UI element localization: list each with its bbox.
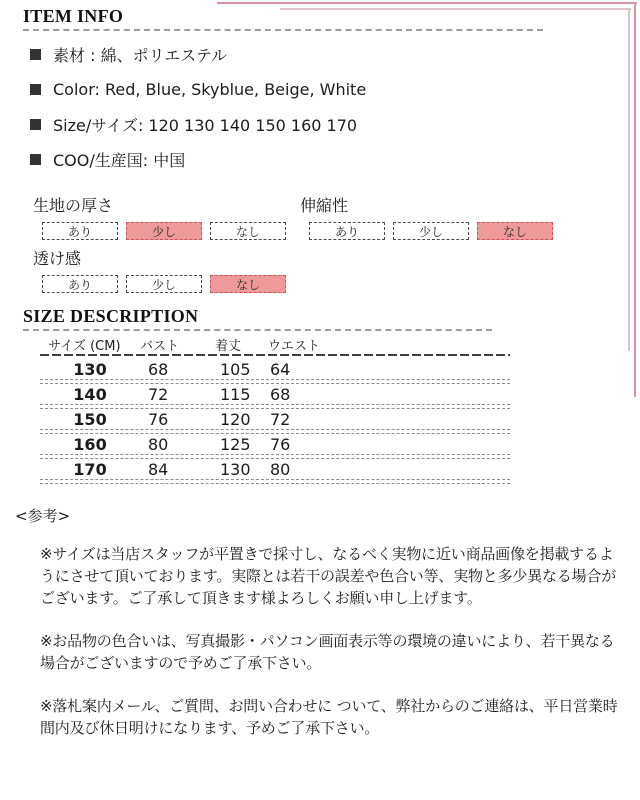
item-info-heading: ITEM INFO [23,6,124,26]
reference-heading: <参考> [15,507,71,525]
elasticity-label: 伸縮性 [300,196,349,215]
reference-line: ※サイズは当店スタッフが平置きで採寸し、なるべく実物に近い商品画像を掲載するよ [40,545,614,563]
elasticity-group [300,193,553,240]
bullet-square-icon [30,84,41,95]
decor-border-top-inner [280,8,631,10]
size-table-row [40,359,510,379]
item-info-bullet [30,72,366,107]
size-table-cell: 120 [220,409,251,429]
size-table-row [40,434,510,454]
size-description-divider [23,329,492,331]
size-table-cell: 76 [270,434,291,454]
bullet-text: COO/生産国: 中国 [53,151,186,170]
reference-line: うにさせて頂いております。実際とは若干の誤差や色合い等、実物と多少異なる場合が [40,567,617,585]
fabric-thickness-options [42,222,286,240]
size-table-header-cell: バスト [140,339,180,354]
size-table-cell: 76 [148,409,169,429]
reference-line: ございます。ご了承して頂きます様よろしくお願い申し上げます。 [40,589,482,607]
reference-paragraph [40,543,632,609]
size-table-header-cell: サイズ (CM) [48,339,121,354]
decor-border-right-outer [634,2,636,397]
fabric-thickness-option-2: なし [210,222,286,240]
size-table-cell: 80 [270,459,291,479]
size-table-cell: 80 [148,434,169,454]
size-table-row [40,384,510,404]
reference-line: 間内及び休日明けになります、予めご了承下さい。 [40,719,380,737]
size-table-header-cell: ウエスト [268,339,321,354]
size-table-cell: 130 [73,359,107,379]
size-table-cell: 160 [73,434,107,454]
elasticity-option-1: 少し [393,222,469,240]
size-table-cell: 68 [270,384,291,404]
bullet-text: 素材 : 綿、ポリエステル [53,46,228,65]
size-table-row-separator [40,479,510,484]
reference-line: ※お品物の色合いは、写真撮影・パソコン画面表示等の環境の違いにより、若干異なる [40,632,615,650]
sheerness-option-2-selected: なし [210,275,286,293]
sheerness-option-1: 少し [126,275,202,293]
size-table-cell: 105 [220,359,251,379]
size-table-cell: 150 [73,409,107,429]
size-table-cell: 84 [148,459,169,479]
sheerness-options [42,275,286,293]
size-table-cell: 72 [148,384,169,404]
decor-border-top-outer [217,2,637,4]
item-info-bullet [30,107,366,142]
elasticity-options [309,222,553,240]
reference-line: ※落札案内メール、ご質問、お問い合わせに ついて、弊社からのご連絡は、平日営業時 [40,697,618,715]
fabric-thickness-option-1-selected: 少し [126,222,202,240]
fabric-thickness-group [33,193,286,240]
fabric-thickness-label: 生地の厚さ [33,196,114,215]
fabric-thickness-option-0: あり [42,222,118,240]
size-table-row [40,409,510,429]
size-table-cell: 64 [270,359,291,379]
sheerness-label: 透け感 [33,249,82,268]
size-table-cell: 140 [73,384,107,404]
reference-paragraphs [40,543,632,760]
item-info-bullet-list [30,37,366,177]
reference-line: 場合がございますので予めご了承下さい。 [40,654,322,672]
item-info-divider [23,29,543,31]
size-table-cell: 125 [220,434,251,454]
size-table-cell: 115 [220,384,251,404]
size-table-header-cell: 着丈 [215,339,242,354]
size-table-body [40,359,510,484]
reference-paragraph [40,695,632,739]
sheerness-group [33,246,286,293]
size-table-header-row [40,335,510,352]
elasticity-option-2-selected: なし [477,222,553,240]
sheerness-option-0: あり [42,275,118,293]
decor-border-right-inner [628,8,630,351]
bullet-text: Color: Red, Blue, Skyblue, Beige, White [53,80,367,99]
bullet-square-icon [30,119,41,130]
size-table-cell: 170 [73,459,107,479]
size-table [40,335,510,484]
size-table-header-rule [40,354,510,356]
bullet-square-icon [30,49,41,60]
bullet-square-icon [30,154,41,165]
size-description-heading: SIZE DESCRIPTION [23,306,199,326]
reference-paragraph [40,630,632,674]
size-table-row [40,459,510,479]
size-table-cell: 68 [148,359,169,379]
size-table-cell: 72 [270,409,291,429]
size-table-cell: 130 [220,459,251,479]
item-info-bullet [30,37,366,72]
item-info-bullet [30,142,366,177]
elasticity-option-0: あり [309,222,385,240]
bullet-text: Size/サイズ: 120 130 140 150 160 170 [53,116,358,135]
